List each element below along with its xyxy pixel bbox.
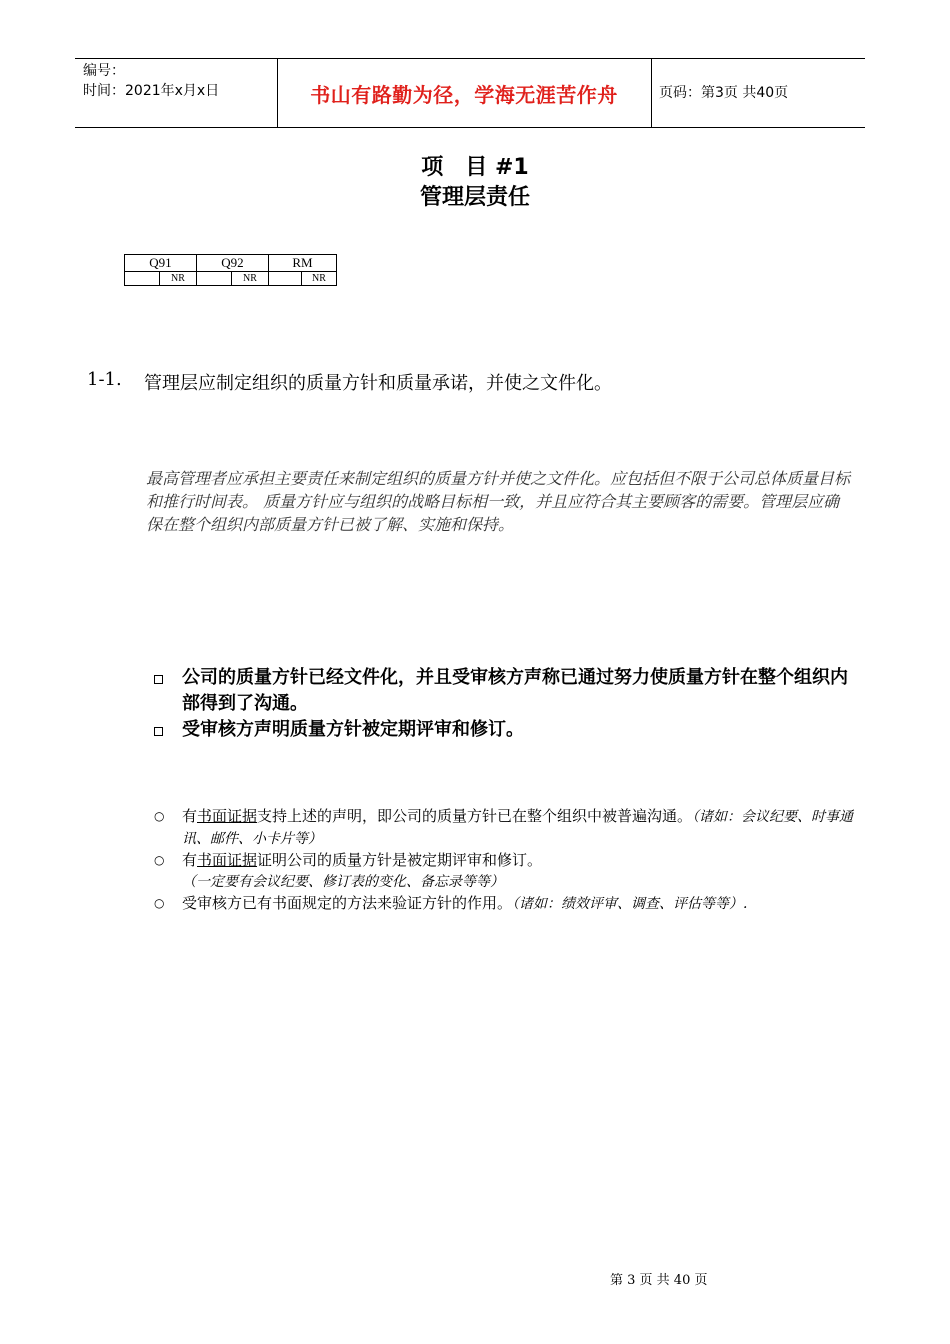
check-underlined: 书面证据 — [197, 807, 258, 825]
header-page-info: 页码：第3页 共40页 — [659, 85, 789, 101]
list-item — [152, 893, 857, 915]
requirement-number: 1-1. — [87, 369, 122, 390]
checkbox-square-icon — [154, 727, 163, 736]
check-prefix: 有 — [182, 851, 198, 869]
code-cell-empty — [197, 272, 232, 286]
section-subtitle: 管理层责任 — [419, 185, 530, 210]
assertion-text: 受审核方声明质量方针被定期评审和修订。 — [182, 719, 524, 740]
page-footer: 第 3 页 共 40 页 — [610, 1273, 708, 1288]
check-text: 受审核方已有书面规定的方法来验证方针的作用。 — [182, 894, 513, 912]
list-item — [152, 806, 857, 850]
check-note: （诸如：绩效评审、调查、评估等等）. — [512, 896, 748, 912]
circle-bullet-icon: ○ — [154, 896, 165, 910]
code-header-q91: Q91 — [125, 255, 197, 272]
circle-bullet-icon: ○ — [154, 809, 165, 823]
code-cell-empty — [125, 272, 160, 286]
document-time-label: 时间：2021年x月x日 — [83, 83, 220, 99]
evidence-list — [152, 806, 857, 915]
code-header-rm: RM — [269, 255, 337, 272]
header-meta — [83, 61, 219, 101]
standard-codes-table — [124, 254, 337, 286]
assertion-list — [152, 665, 852, 743]
header-motto: 书山有路勤为径，学海无涯苦作舟 — [310, 82, 618, 107]
checkbox-square-icon — [154, 675, 163, 684]
code-cell-empty — [269, 272, 302, 286]
code-cell-nr: NR — [160, 272, 197, 286]
header-divider — [651, 59, 652, 127]
check-underlined: 书面证据 — [197, 851, 258, 869]
code-header-q92: Q92 — [197, 255, 269, 272]
document-number-label: 编号： — [83, 63, 125, 79]
requirement-text: 管理层应制定组织的质量方针和质量承诺，并使之文件化。 — [144, 373, 612, 394]
check-note: （诸如：会议纪要、时事通讯、邮件、小卡片等） — [182, 809, 854, 847]
code-cell-nr: NR — [232, 272, 269, 286]
list-item — [152, 850, 857, 893]
list-item — [152, 717, 852, 743]
page-header — [75, 58, 865, 128]
check-text: 支持上述的声明，即公司的质量方针已在整个组织中被普遍沟通。 — [257, 807, 693, 825]
check-note: （一定要有会议纪要、修订表的变化、备忘录等等） — [182, 874, 504, 890]
guidance-paragraph: 最高管理者应承担主要责任来制定组织的质量方针并使之文件化。应包括但不限于公司总体质量目标和推行时间表。 质量方针应与组织的战略目标相一致，并且应符合其主要顾客的需要。管理层应确保在整个组织内部质量方针已被了解、实施和保持。 — [146, 469, 851, 534]
section-title: 项 目 #1 — [421, 155, 529, 180]
check-prefix: 有 — [182, 807, 198, 825]
check-text: 证明公司的质量方针是被定期评审和修订。 — [257, 851, 543, 869]
circle-bullet-icon: ○ — [154, 853, 165, 867]
code-cell-nr: NR — [302, 272, 337, 286]
list-item — [152, 665, 852, 717]
assertion-text: 公司的质量方针已经文件化，并且受审核方声称已通过努力使质量方针在整个组织内部得到了沟通。 — [182, 667, 848, 714]
